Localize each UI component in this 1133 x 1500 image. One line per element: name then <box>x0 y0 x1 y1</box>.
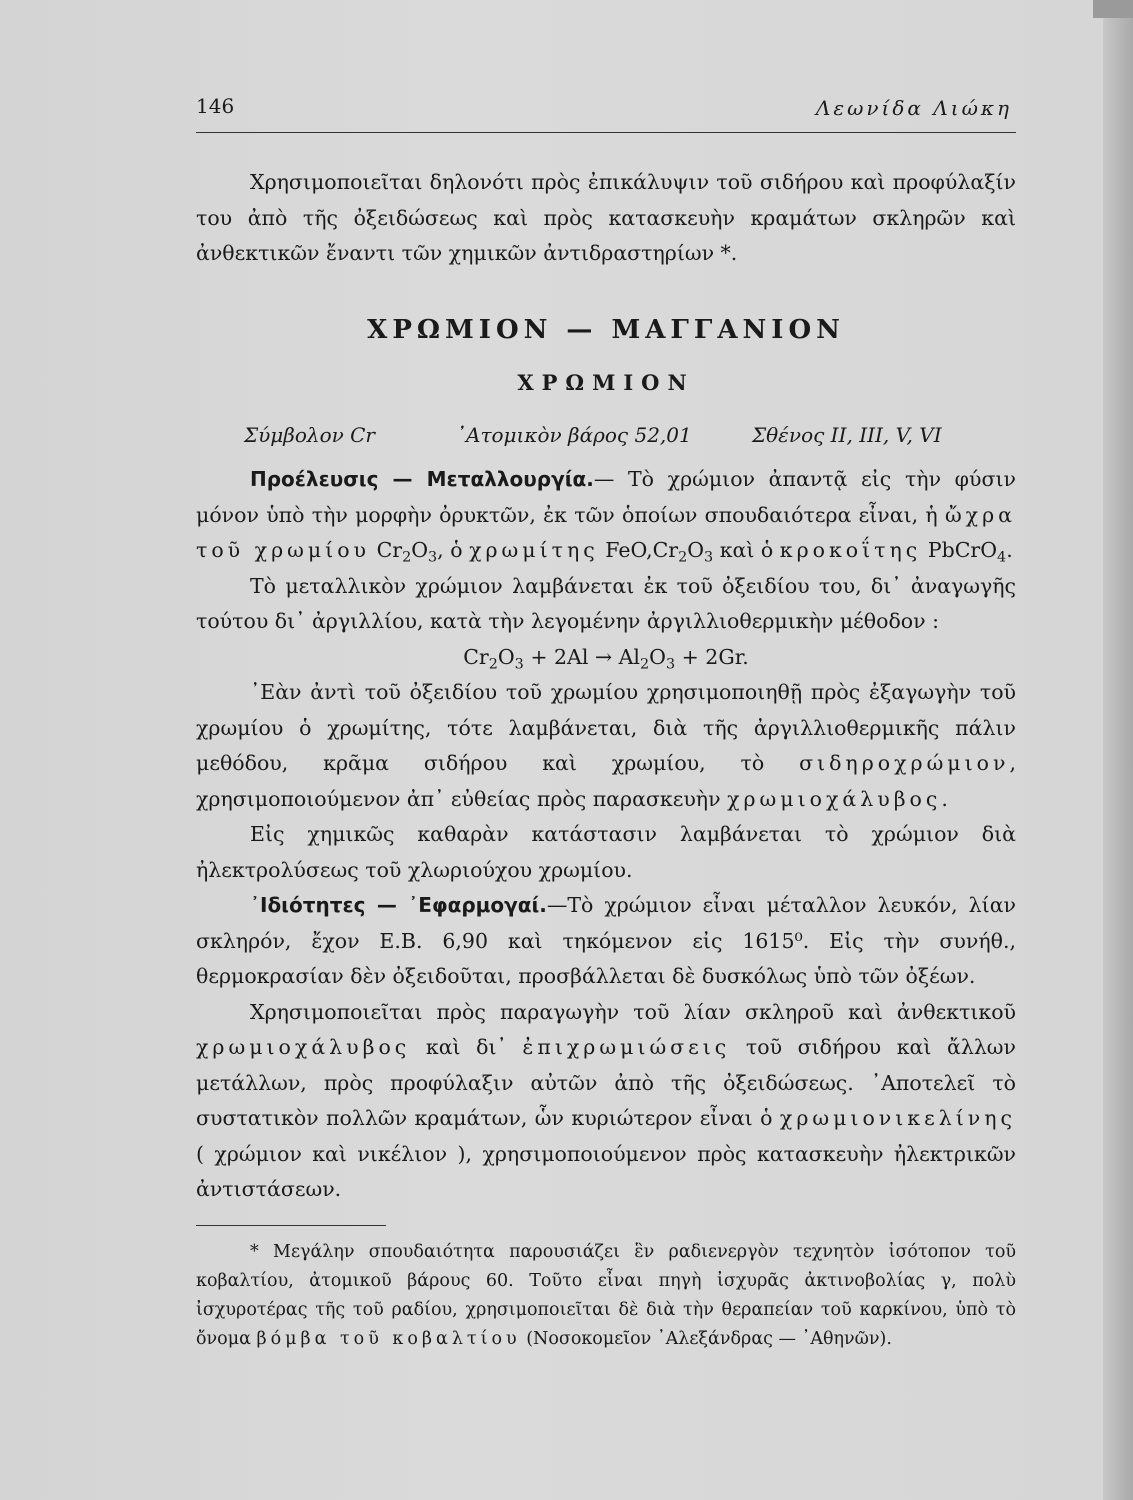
footnote-rule <box>196 1225 386 1226</box>
term-cobalt-bomb: βόμβα τοῦ κοβαλτίου <box>256 1329 521 1349</box>
page-header <box>196 92 1016 133</box>
uses-paragraph: Χρησιμοποιεῖται πρὸς παραγωγὴν τοῦ λίαν σκληροῦ καὶ ἀνθεκτικοῦ χρωμιοχάλυβος καὶ δι᾿ ἐπιχρωμιώσεις τοῦ σιδήρου καὶ ἄλλων μετάλλων, πρὸς προφύλαξιν αὐτῶν ἀπὸ τῆς ὀξειδώσεως. ᾿Αποτελεῖ τὸ συστατικὸν πολλῶν κραμάτων, ὧν κυριώτερον εἶναι ὁ χρωμιονικελίνης ( χρώμιον καὶ νικέλιον ), χρησιμοποιούμενον πρὸς κατασκευὴν ἠλεκτρικῶν ἀντιστάσεων. <box>196 999 1016 1201</box>
footnote <box>196 1238 1016 1354</box>
page-corner <box>1093 0 1133 18</box>
properties-heading: ᾿Ιδιότητες — ᾿Εφαρμογαί. <box>250 893 547 917</box>
reduction-paragraph: Τὸ μεταλλικὸν χρώμιον λαμβάνεται ἐκ τοῦ ὀξειδίου του, δι᾿ ἀναγωγῆς τούτου δι᾿ ἀργιλλίου, κατὰ τὴν λεγομένην ἀργιλλιοθερμικὴν μέθοδον : <box>196 573 1016 633</box>
ore-ochre-formula: $Cr_2O_3$ <box>376 538 438 566</box>
ferrochrome-paragraph: ᾿Εὰν ἀντὶ τοῦ ὀξειδίου τοῦ χρωμίου χρησιμοποιηθῇ πρὸς ἐξαγωγὴν τοῦ χρωμίου ὁ χρωμίτης, τότε λαμβάνεται, διὰ τῆς ἀργιλλιοθερμικῆς πάλιν μεθόδου, κρᾶμα σιδήρου καὶ χρωμίου, τὸ σιδηροχρώμιον, χρησιμοποιούμενον ἀπ᾿ εὐθείας πρὸς παρασκευὴν χρωμιοχάλυβος. <box>196 680 1016 811</box>
reaction-equation: $Cr_2O_3 + 2Al \to Al_2O_3 + 2Gr$. <box>463 644 749 672</box>
element-title: ΧΡΩΜΙΟΝ <box>517 370 695 395</box>
ore-ochre: ὤχρα τοῦ χρωμίου <box>196 502 1016 562</box>
term-chrome-steel: χρωμιοχάλυβος <box>727 786 942 811</box>
ore-crocoite-formula: PbCrO$_4$. <box>927 538 1013 566</box>
footnote-paragraph: * Μεγάλην σπουδαιότητα παρουσιάζει ἓν ραδιενεργὸν τεχνητὸν ἰσότοπον τοῦ κοβαλτίου, ἀτομικοῦ βάρους 60. Τοῦτο εἶναι πηγὴ ἰσχυρᾶς ἀκτινοβολίας γ, πολὺ ἰσχυροτέρας τῆς τοῦ ραδίου, χρησιμοποιεῖται δὲ διὰ τὴν θεραπείαν τοῦ καρκίνου, ὑπὸ τὸ ὄνομα βόμβα τοῦ κοβαλτίου (Νοσοκομεῖον ᾿Αλεξάνδρας — ᾿Αθηνῶν). <box>196 1242 1016 1349</box>
page-number: 146 <box>196 94 235 118</box>
ore-crocoite: κροκοΐτης <box>779 538 922 562</box>
term-chrome-plating: ἐπιχρωμιώσεις <box>522 1035 731 1059</box>
valence-label: Σθένος II, III, V, VI <box>752 423 942 447</box>
origin-heading: Προέλευσις — Μεταλλουργία. <box>250 467 594 491</box>
properties-paragraph: ᾿Ιδιότητες — ᾿Εφαρμογαί.—Τὸ χρώμιον εἶναι μέταλλον λευκόν, λίαν σκληρόν, ἔχον Ε.Β. 6,90 καὶ τηκόμενον εἰς 1615⁰. Εἰς τὴν συνήθ., θερμοκρασίαν δὲν ὀξειδοῦται, προσβάλλεται δὲ δυσκόλως ὑπὸ τῶν ὀξέων. <box>196 893 1016 988</box>
intro-paragraph: Χρησιμοποιεῖται δηλονότι πρὸς ἐπικάλυψιν τοῦ σιδήρου καὶ προφύλαξίν του ἀπὸ τῆς ὀξειδώσεως καὶ πρὸς κατασκευὴν κραμάτων σκληρῶν καὶ ἀνθεκτικῶν ἔναντι τῶν χημικῶν ἀντιδραστηρίων *. <box>196 170 1016 265</box>
main-body <box>196 462 1016 1208</box>
origin-text: — Τὸ χρώμιον ἀπαντᾷ εἰς τὴν φύσιν μόνον ὑπὸ τὴν μορφὴν ὀρυκτῶν, ἐκ τῶν ὁποίων σπουδαιότερα εἶναι, ἡ <box>196 467 1016 527</box>
ore-chromite-formula: $FeO,Cr_2O_3$ <box>605 538 714 566</box>
intro-block <box>196 165 1016 272</box>
ore-chromite: χρωμίτης <box>469 538 599 562</box>
running-head: Λεωνίδα Λιώκη <box>815 96 1012 120</box>
term-ferrochrome: σιδηροχρώμιον <box>799 751 1010 775</box>
origin-paragraph <box>196 462 1016 569</box>
symbol-label: Σύμβολον Cr <box>244 423 375 447</box>
section-title: ΧΡΩΜΙΟΝ — ΜΑΓΓΑΝΙΟΝ <box>367 315 845 345</box>
atomic-weight-label: ᾿Ατομικὸν βάρος 52,01 <box>456 423 692 447</box>
electrolysis-paragraph: Εἰς χημικῶς καθαρὰν κατάστασιν λαμβάνεται τὸ χρώμιον διὰ ἠλεκτρολύσεως τοῦ χλωριούχου χρωμίου. <box>196 822 1016 882</box>
origin-text-2: , ὁ <box>437 538 470 562</box>
origin-text-3: καὶ ὁ <box>713 538 780 562</box>
term-nichrome: χρωμιονικελίνης <box>779 1106 1016 1130</box>
term-chrome-steel-2: χρωμιοχάλυβος <box>196 1035 411 1059</box>
page-edge <box>1103 0 1133 1500</box>
